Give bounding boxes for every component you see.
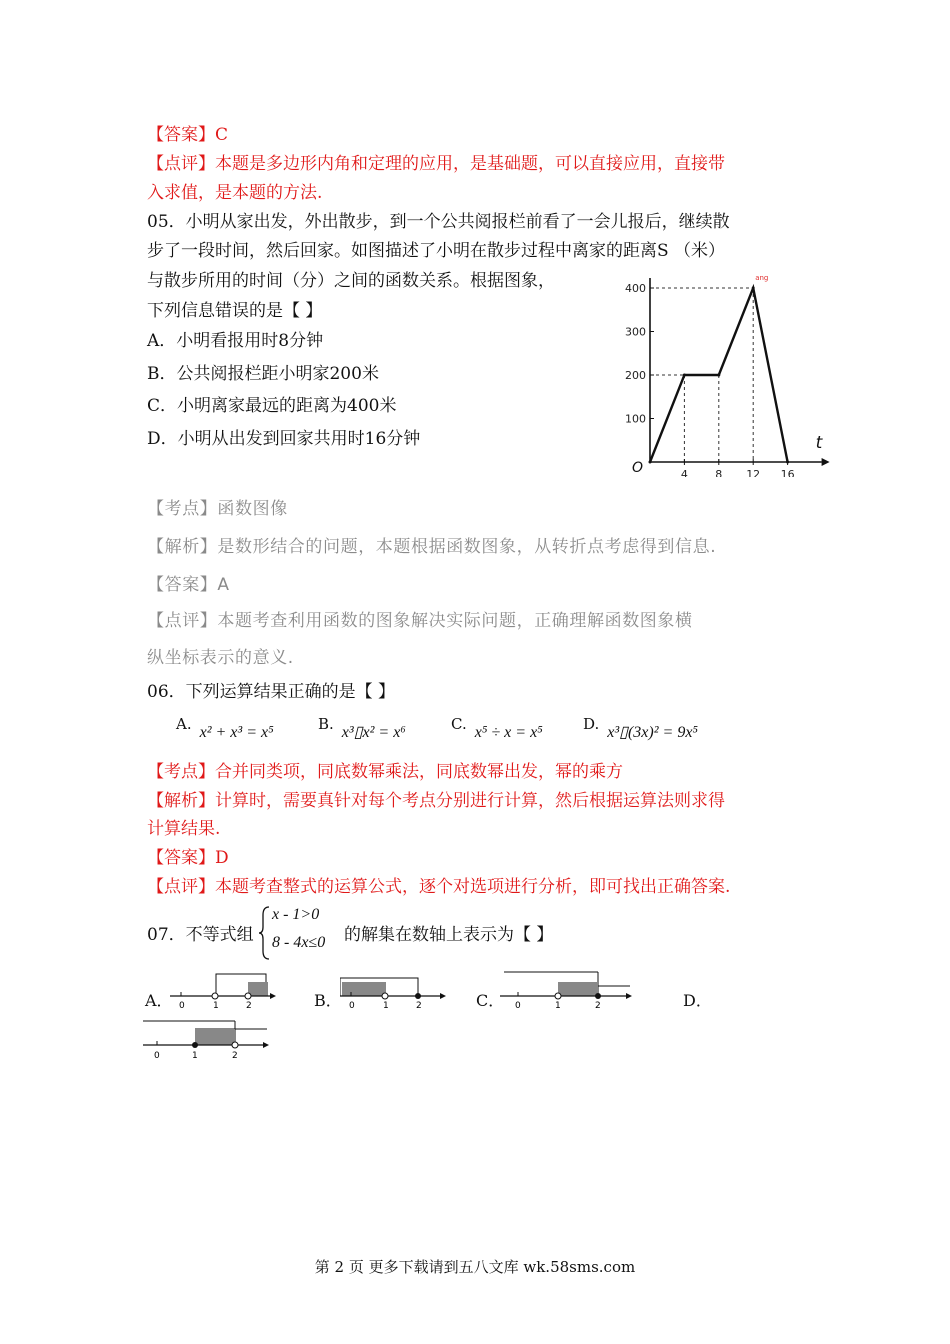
q5-option-c: C．小明离家最远的距离为400米 bbox=[147, 396, 397, 416]
shade-d bbox=[195, 1029, 235, 1045]
tick-2: 2 bbox=[232, 1051, 238, 1061]
q6-option-d-expr: x³▯(3x)² = 9x⁵ bbox=[607, 724, 698, 741]
q5-stem-line2: 步了一段时间，然后回家。如图描述了小明在散步过程中离家的距离S （米） bbox=[147, 241, 726, 261]
tick-2: 2 bbox=[416, 1001, 422, 1010]
open-point-2 bbox=[245, 993, 251, 999]
y-tick-label-400: 400 bbox=[625, 282, 646, 295]
q6-answer: 【答案】D bbox=[147, 848, 229, 868]
q5-stem-line1: 05．小明从家出发，外出散步，到一个公共阅报栏前看了一会儿报后，继续散 bbox=[147, 212, 730, 232]
x-axis-arrow bbox=[822, 458, 830, 466]
x-tick-label-16: 16 bbox=[780, 468, 795, 477]
prev-answer: 【答案】C bbox=[147, 125, 229, 145]
y-tick-label-200: 200 bbox=[625, 369, 646, 382]
tick-1: 1 bbox=[213, 1001, 219, 1010]
q7-stem-suffix: 的解集在数轴上表示为【 】 bbox=[344, 925, 554, 945]
q5-stem-line3: 与散步所用的时间（分）之间的函数关系。根据图象， bbox=[147, 271, 555, 291]
q7-label-c: C． bbox=[476, 991, 505, 1010]
q5-kaodian: 【考点】函数图像 bbox=[147, 499, 288, 519]
open-point-1 bbox=[212, 993, 218, 999]
q6-option-b-label: B. bbox=[318, 715, 334, 733]
closed-point-1 bbox=[192, 1042, 198, 1048]
q6-option-a-label: A. bbox=[176, 715, 192, 733]
tick-0: 0 bbox=[179, 1001, 185, 1010]
q5-comment-line1: 【点评】本题考查利用函数的图象解决实际问题，正确理解函数图象横 bbox=[147, 611, 693, 631]
q6-jiexi-line1: 【解析】计算时，需要真针对每个考点分别进行计算，然后根据运算法则求得 bbox=[147, 791, 725, 811]
q5-answer: 【答案】A bbox=[147, 575, 230, 595]
open-point-2 bbox=[232, 1042, 238, 1048]
q6-kaodian: 【考点】合并同类项，同底数幂乘法，同底数幂出发，幂的乘方 bbox=[147, 762, 623, 782]
q7-brace bbox=[258, 905, 272, 961]
number-line-a bbox=[170, 968, 280, 1010]
tick-2: 2 bbox=[246, 1001, 252, 1010]
q6-option-b-expr: x³▯x² = x⁶ bbox=[341, 724, 406, 741]
tick-0: 0 bbox=[154, 1051, 160, 1061]
data-point-12 bbox=[752, 287, 755, 290]
q6-option-d-label: D. bbox=[583, 715, 600, 733]
q6-option-d bbox=[583, 715, 698, 742]
q6-comment: 【点评】本题考查整式的运算公式，逐个对选项进行分析，即可找出正确答案. bbox=[147, 877, 731, 897]
x-tick-label-4: 4 bbox=[680, 468, 688, 477]
x-tick-label-8: 8 bbox=[715, 468, 723, 477]
data-point-16 bbox=[786, 461, 789, 464]
x-axis-label: t bbox=[815, 433, 823, 453]
q5-stem-line4: 下列信息错误的是【 】 bbox=[147, 301, 323, 321]
number-line-b bbox=[340, 968, 450, 1010]
q5-option-a: A．小明看报用时8分钟 bbox=[147, 331, 324, 351]
closed-point-2 bbox=[415, 993, 421, 999]
shade-b bbox=[342, 982, 386, 996]
data-point-8 bbox=[717, 374, 720, 377]
origin-label: O bbox=[632, 460, 644, 476]
tick-1: 1 bbox=[383, 1001, 389, 1010]
distance-time-chart bbox=[610, 262, 870, 477]
open-point-1 bbox=[555, 993, 561, 999]
y-tick-label-300: 300 bbox=[625, 325, 646, 339]
open-point-1 bbox=[382, 993, 388, 999]
q6-option-a bbox=[176, 715, 274, 742]
q7-inequality-2: 8 - 4x≤0 bbox=[272, 934, 326, 951]
corner-mark: ang bbox=[755, 274, 769, 282]
q6-stem: 06．下列运算结果正确的是【 】 bbox=[147, 682, 396, 702]
tick-0: 0 bbox=[349, 1001, 355, 1010]
data-point-0 bbox=[649, 461, 652, 464]
q6-option-c-expr: x⁵ ÷ x = x⁵ bbox=[474, 724, 543, 741]
shade-c bbox=[558, 982, 598, 996]
tick-1: 1 bbox=[555, 1001, 561, 1010]
tick-0: 0 bbox=[515, 1001, 521, 1010]
tick-2: 2 bbox=[595, 1001, 601, 1010]
page-footer: 第 2 页 更多下载请到五八文库 wk.58sms.com bbox=[314, 1258, 636, 1276]
prev-comment-line2: 入求值，是本题的方法. bbox=[147, 183, 323, 203]
shade-a bbox=[248, 982, 268, 996]
q5-option-b: B．公共阅报栏距小明家200米 bbox=[147, 364, 379, 384]
q6-option-c-label: C. bbox=[451, 715, 467, 733]
y-tick-label-100: 100 bbox=[625, 412, 646, 426]
closed-point-2 bbox=[595, 993, 601, 999]
data-point-4 bbox=[683, 374, 686, 377]
prev-comment-line1: 【点评】本题是多边形内角和定理的应用，是基础题，可以直接应用，直接带 bbox=[147, 154, 725, 174]
q6-jiexi-line2: 计算结果. bbox=[147, 819, 221, 839]
q7-label-a: A． bbox=[145, 991, 173, 1010]
q6-option-a-expr: x² + x³ = x⁵ bbox=[199, 724, 274, 741]
q7-label-b: B． bbox=[314, 991, 342, 1010]
x-tick-label-12: 12 bbox=[746, 468, 761, 477]
number-line-c bbox=[500, 968, 640, 1010]
q5-option-d: D．小明从出发到回家共用时16分钟 bbox=[147, 429, 421, 449]
q7-stem-prefix: 07．不等式组 bbox=[147, 925, 254, 945]
q5-comment-line2: 纵坐标表示的意义. bbox=[147, 648, 294, 668]
q5-jiexi: 【解析】是数形结合的问题，本题根据函数图象，从转折点考虑得到信息. bbox=[147, 537, 717, 557]
q6-option-c bbox=[451, 715, 543, 742]
q6-option-b bbox=[318, 715, 406, 742]
tick-1: 1 bbox=[192, 1051, 198, 1061]
q7-inequality-1: x - 1>0 bbox=[272, 906, 320, 923]
q7-label-d: D． bbox=[683, 991, 712, 1010]
number-line-d bbox=[143, 1017, 283, 1061]
